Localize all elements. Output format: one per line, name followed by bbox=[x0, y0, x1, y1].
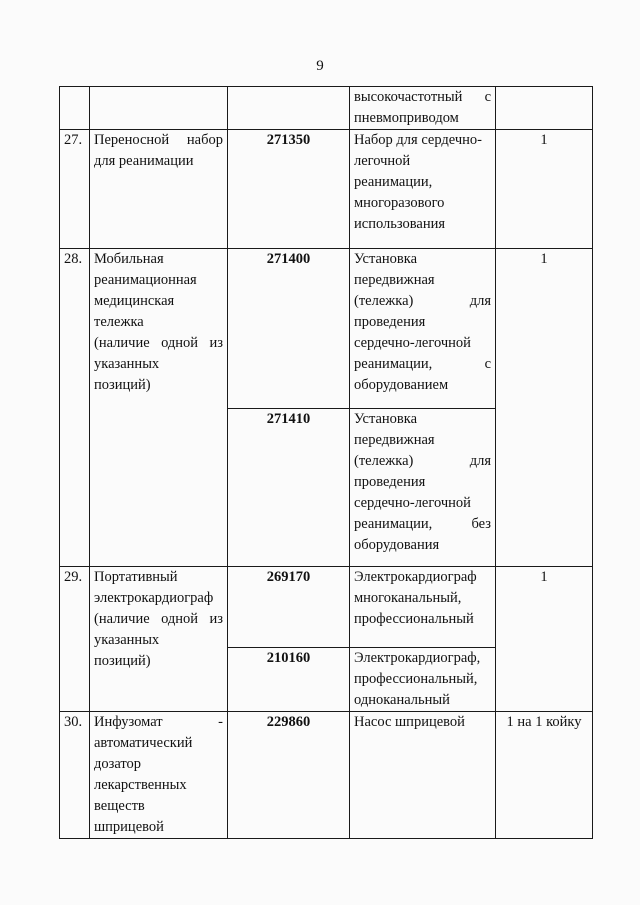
desc-word: для bbox=[469, 293, 491, 309]
name-word: - bbox=[218, 714, 223, 730]
name-line: автоматический bbox=[94, 735, 193, 751]
table-row bbox=[60, 249, 593, 409]
item-quantity: 1 bbox=[496, 567, 593, 712]
row-number bbox=[60, 87, 90, 130]
name-line: позиций) bbox=[94, 377, 151, 393]
name-line: указанных bbox=[94, 632, 160, 648]
desc-line: многоканальный, bbox=[354, 590, 462, 606]
name-line: электрокардиограф bbox=[94, 590, 214, 606]
desc-word: с bbox=[484, 356, 491, 372]
desc-line: профессиональный bbox=[354, 611, 474, 627]
desc-word: для bbox=[469, 453, 491, 469]
table-row bbox=[60, 712, 593, 839]
desc-line: сердечно-легочной bbox=[354, 335, 471, 351]
desc-word: без bbox=[471, 516, 491, 532]
name-line: дозатор bbox=[94, 756, 142, 772]
desc-word: с bbox=[484, 89, 491, 105]
desc-word: реанимации, bbox=[354, 516, 433, 532]
desc-line: Электрокардиограф, bbox=[354, 650, 481, 666]
table-row bbox=[60, 567, 593, 648]
name-word: одной bbox=[161, 611, 199, 627]
name-word: (наличие bbox=[94, 611, 150, 627]
name-word: (наличие bbox=[94, 335, 150, 351]
desc-line: профессиональный, bbox=[354, 671, 478, 687]
table-row bbox=[60, 130, 593, 249]
item-name bbox=[90, 249, 228, 567]
name-line: позиций) bbox=[94, 653, 151, 669]
name-line: Портативный bbox=[94, 569, 178, 585]
item-description bbox=[350, 712, 496, 839]
item-quantity: 1 на 1 койку bbox=[496, 712, 593, 839]
item-code: 271400 bbox=[228, 249, 350, 409]
table-row bbox=[60, 87, 593, 130]
name-line: реанимационная bbox=[94, 272, 197, 288]
item-description bbox=[350, 648, 496, 712]
desc-line: одноканальный bbox=[354, 692, 450, 708]
item-code: 229860 bbox=[228, 712, 350, 839]
item-code: 271350 bbox=[228, 130, 350, 249]
item-quantity: 1 bbox=[496, 130, 593, 249]
desc-line: легочной bbox=[354, 153, 411, 169]
item-description bbox=[350, 87, 496, 130]
row-number: 30. bbox=[60, 712, 90, 839]
name-line: Мобильная bbox=[94, 251, 164, 267]
row-number: 28. bbox=[60, 249, 90, 567]
desc-line: проведения bbox=[354, 314, 426, 330]
desc-line: реанимации, bbox=[354, 174, 433, 190]
name-line: веществ bbox=[94, 798, 145, 814]
name-line: для реанимации bbox=[94, 153, 194, 169]
name-word: из bbox=[209, 611, 223, 627]
item-name bbox=[90, 87, 228, 130]
desc-word: реанимации, bbox=[354, 356, 433, 372]
desc-word: (тележка) bbox=[354, 293, 414, 309]
item-code: 210160 bbox=[228, 648, 350, 712]
item-name bbox=[90, 130, 228, 249]
item-name bbox=[90, 712, 228, 839]
desc-line: Установка bbox=[354, 411, 418, 427]
row-number: 29. bbox=[60, 567, 90, 712]
row-number: 27. bbox=[60, 130, 90, 249]
name-word: одной bbox=[161, 335, 199, 351]
equipment-table bbox=[59, 86, 593, 839]
desc-line: передвижная bbox=[354, 272, 435, 288]
item-description bbox=[350, 567, 496, 648]
desc-line: проведения bbox=[354, 474, 426, 490]
name-word: Переносной bbox=[94, 132, 170, 148]
item-code: 271410 bbox=[228, 409, 350, 567]
desc-word: (тележка) bbox=[354, 453, 414, 469]
item-code: 269170 bbox=[228, 567, 350, 648]
item-quantity bbox=[496, 87, 593, 130]
name-line: лекарственных bbox=[94, 777, 187, 793]
desc-line: сердечно-легочной bbox=[354, 495, 471, 511]
desc-line: пневмоприводом bbox=[354, 110, 459, 126]
desc-line: использования bbox=[354, 216, 446, 232]
item-code bbox=[228, 87, 350, 130]
item-quantity: 1 bbox=[496, 249, 593, 567]
item-description bbox=[350, 249, 496, 409]
desc-line: Электрокардиограф bbox=[354, 569, 477, 585]
page-number: 9 bbox=[316, 58, 324, 74]
name-word: набор bbox=[186, 132, 223, 148]
item-description bbox=[350, 130, 496, 249]
name-word: Инфузомат bbox=[94, 714, 163, 730]
desc-line: оборудования bbox=[354, 537, 440, 553]
desc-line: многоразового bbox=[354, 195, 445, 211]
desc-line: Установка bbox=[354, 251, 418, 267]
name-line: шприцевой bbox=[94, 819, 164, 835]
name-word: из bbox=[209, 335, 223, 351]
item-description bbox=[350, 409, 496, 567]
desc-word: высокочастотный bbox=[354, 89, 463, 105]
desc-line: передвижная bbox=[354, 432, 435, 448]
desc-line: Насос шприцевой bbox=[354, 714, 465, 730]
desc-line: оборудованием bbox=[354, 377, 449, 393]
name-line: тележка bbox=[94, 314, 144, 330]
name-line: указанных bbox=[94, 356, 160, 372]
name-line: медицинская bbox=[94, 293, 175, 309]
desc-line: Набор для сердечно- bbox=[354, 132, 483, 148]
item-name bbox=[90, 567, 228, 712]
